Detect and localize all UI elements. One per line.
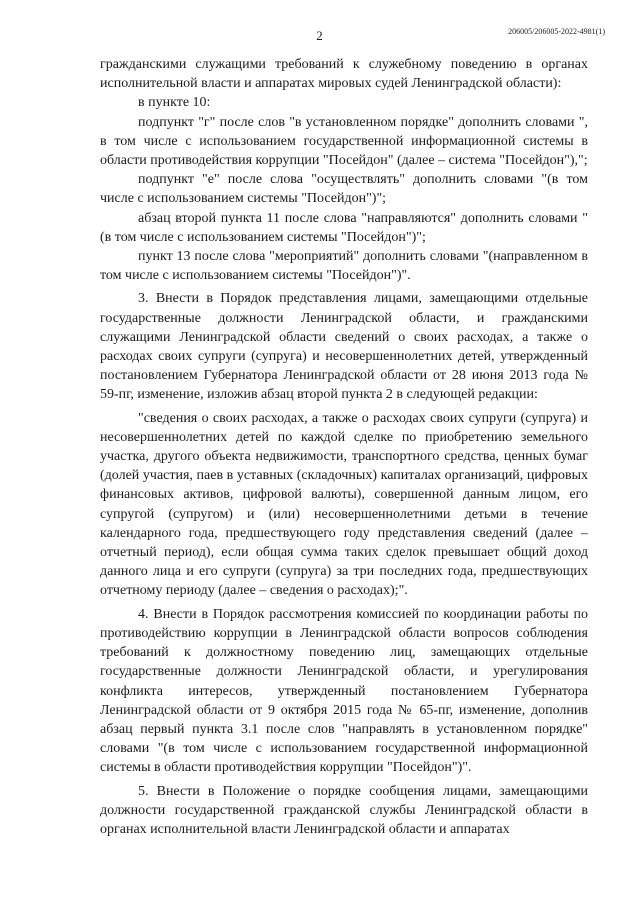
- page-number: 2: [316, 28, 323, 43]
- paragraph-section-3: 3. Внести в Порядок представления лицами, замещающими отдельные государственные должности Ленинградской области, и гражданскими служащими Ленинградской области сведений о своих расходах, а также о расходах своих супруги (супруга) и несовершеннолетних детей, утвержденный постановлением Губернатора Ленинградской области от 28 июня 2013 года № 59-пг, изменение, изложив абзац второй пункта 2 в следующей редакции:: [100, 291, 588, 403]
- paragraph-continuation: гражданскими служащими требований к служебному поведению в органах исполнительной власти и аппаратах мировых судей Ленинградской области):: [100, 57, 588, 92]
- paragraph-section-4: 4. Внести в Порядок рассмотрения комиссией по координации работы по противодействию коррупции в Ленинградской области вопросов соблюдения требований к должностному поведению лиц, замещающих отдельные государственные должности Ленинградской области, и урегулирования конфликта интересов, утвержденный постановлением Губернатора Ленинградской области от 9 октября 2015 года № 65-пг, изменение, дополнив абзац первый пункта 3.1 после слов "направлять в установленном порядке" словами "(в том числе с использованием государственной информационной системы в области противодействия коррупции "Посейдон")".: [100, 606, 588, 776]
- paragraph-item-13: пункт 13 после слова "мероприятий" дополнить словами "(направленном в том числе с использованием системы "Посейдон")".: [100, 249, 588, 284]
- paragraph-item-10: в пункте 10:: [138, 95, 211, 111]
- paragraph-section-3-quote: "сведения о своих расходах, а также о расходах своих супруги (супруга) и несовершеннолетних детей по каждой сделке по приобретению земельного участка, другого объекта недвижимости, транспортного средства, ценных бумаг (долей участия, паев в уставных (складочных) капиталах организаций, цифровых финансовых активов, цифровой валюты), совершенной данным лицом, его супругой (супругом) и (или) несовершеннолетними детьми в течение календарного года, предшествующего году представления сведений (далее – отчетный период), если общая сумма таких сделок превышает общий доход данного лица и его супруги (супруга) за три последних года, предшествующих отчетному периоду (далее – сведения о расходах);".: [100, 410, 588, 599]
- paragraph-subitem-e: подпункт "е" после слова "осуществлять" дополнить словами "(в том числе с использованием системы "Посейдон")";: [100, 172, 588, 207]
- paragraph-item-11: абзац второй пункта 11 после слова "направляются" дополнить словами "(в том числе с использованием системы "Посейдон")";: [100, 210, 588, 245]
- document-id: 206005/206005-2022-4981(1): [508, 27, 605, 36]
- paragraph-subitem-g: подпункт "г" после слов "в установленном порядке" дополнить словами ", в том числе с использованием государственной информационной системы в области противодействия коррупции "Посейдон" (далее – система "Посейдон"),";: [100, 114, 588, 169]
- document-body: [100, 55, 588, 839]
- paragraph-section-5: 5. Внести в Положение о порядке сообщения лицами, замещающими должности государственной гражданской службы Ленинградской области в органах исполнительной власти Ленинградской области и аппаратах: [100, 783, 588, 837]
